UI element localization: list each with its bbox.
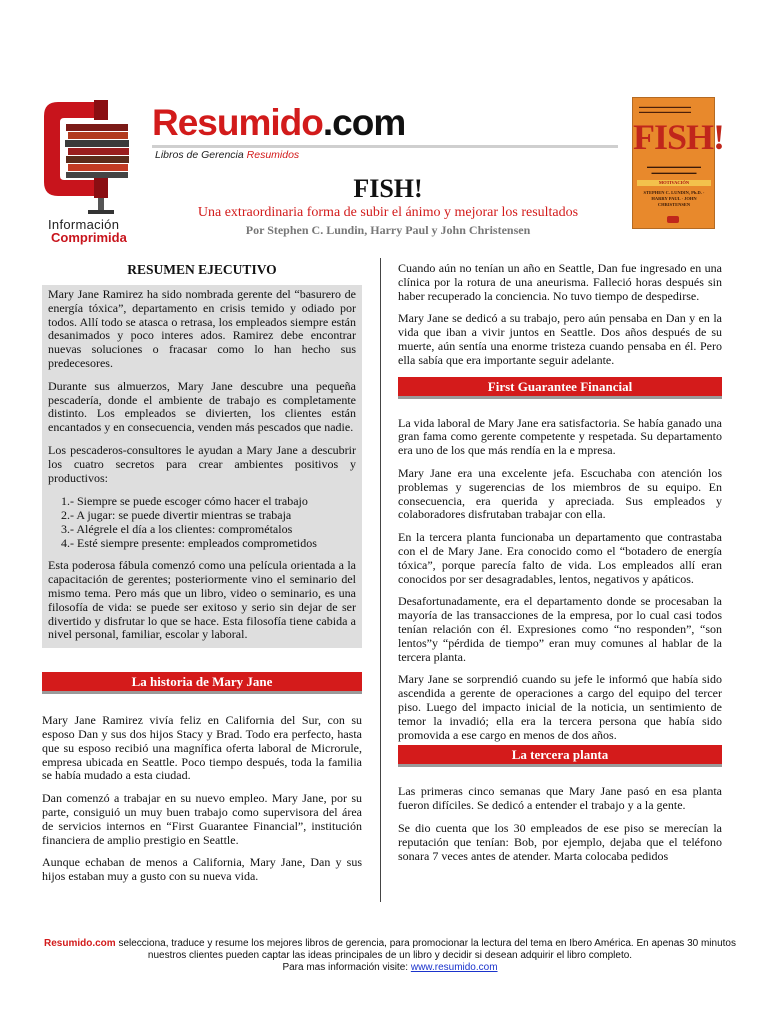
historia-paragraph: Dan comenzó a trabajar en su nuevo empleo. Mary Jane, por su parte, consiguió un muy buen trabajo como supervisora del área de servicios internos en “First Guarantee Financial”, institución financiera de amplio prestigio en Seattle. xyxy=(42,791,362,847)
intro-paragraph: Mary Jane se dedicó a su trabajo, pero aún pensaba en Dan y en la vida que iban a vivir juntos en Seattle. Dos años después de su muerte, aún sentía una enorme tristeza cuando pensaba en él. Pero ella sabía que era importante seguir adelante. xyxy=(398,311,722,367)
executive-summary-box xyxy=(42,285,362,648)
cover-top-text: ▬▬▬▬▬▬▬▬▬▬▬▬▬ ▬▬▬▬▬▬▬▬▬▬▬▬▬ xyxy=(639,104,691,114)
first-guarantee-banner: First Guarantee Financial xyxy=(398,377,722,399)
secret-item: 4.- Esté siempre presente: empleados comprometidos xyxy=(61,536,317,551)
summary-paragraph: Mary Jane Ramirez ha sido nombrada gerente del “basurero de energía tóxica”, departamento en crisis temido y odiado por todos. Allí todo se atasca o retrasa, los empleados siempre están desanimados y poco interes ados. Ramirez debe encontrar nuevas soluciones o fracasar como lo han hecho sus predecesores. xyxy=(48,287,356,370)
footer-visit-text: Para mas información visite: xyxy=(282,962,411,973)
footer-website-link[interactable]: www.resumido.com xyxy=(410,962,498,973)
first-paragraph: Mary Jane se sorprendió cuando su jefe le informó que había sido ascendida a gerente de operaciones a cargo del equipo del tercer piso. Luego del impacto inicial de la noticia, un sentimiento de temor la invadió; ella era la tercera persona que había sido promovida a ese cargo en menos de dos años. xyxy=(398,672,722,742)
logo-tagline-top: Información xyxy=(48,217,120,232)
brand-name-main: Resumido xyxy=(152,102,323,143)
book-subtitle: Una extraordinaria forma de subir el ánimo y mejorar los resultados xyxy=(197,205,579,220)
first-paragraph: En la tercera planta funcionaba un departamento que contrastaba con el de Mary Jane. Era conocido como el “botadero de energía tóxica”, porque parecía falto de vida. Los empleados allí eran conocidos por ser desagradables, lentos, negativos y apáticos. xyxy=(398,530,722,586)
book-cover-image xyxy=(632,97,725,229)
summary-closing: Esta poderosa fábula comenzó como una película orientada a la capacitación de gerentes; posteriormente vino el seminario del mismo tema. Pero más que un libro, video o seminario, es una filosofía de vida: se puede ser exitoso y serio sin dejar de ser divertido y disfrutar lo que se hace. Esta filosofía tiene cabida a nivel personal, familiar, escolar y laboral. xyxy=(48,558,356,642)
page-footer xyxy=(40,938,740,974)
historia-banner: La historia de Mary Jane xyxy=(42,672,362,694)
brand-divider xyxy=(152,145,618,148)
secret-item: 3.- Alégrele el día a los clientes: comprométalos xyxy=(61,522,293,537)
tercera-paragraph: Las primeras cinco semanas que Mary Jane pasó en esa planta fueron difíciles. Se dedicó a entender el trabajo y a la gente. xyxy=(398,784,722,813)
brand-tagline xyxy=(155,149,299,161)
book-authors: Por Stephen C. Lundin, Harry Paul y John Christensen xyxy=(245,223,531,237)
left-column xyxy=(42,262,362,893)
first-paragraph: Mary Jane era una excelente jefa. Escuchaba con atención los problemas y sugerencias de los miembros de su equipo. En consecuencia, era querida y apreciada. Sus empleados y colaboradores disfrutaban trabajar con ella. xyxy=(398,465,722,522)
secret-item: 1.- Siempre se puede escoger cómo hacer el trabajo xyxy=(61,494,308,509)
column-divider xyxy=(380,258,381,902)
summary-paragraph: Durante sus almuerzos, Mary Jane descubre una pequeña pescadería, donde el ambiente de trabajo es completamente distinto. Los empleados se divierten, los clientes están encantados y en consecuencia, venden más pescados que nadie. xyxy=(48,378,356,435)
secrets-list xyxy=(48,494,356,550)
first-paragraph: La vida laboral de Mary Jane era satisfactoria. Se había ganado una gran fama como gerente competente y respetada. Su departamento era uno de los que más rendía en la e mpresa. xyxy=(398,415,722,458)
brand-tagline-suffix: Resumidos xyxy=(246,149,300,161)
summary-paragraph: Los pescaderos-consultores le ayudan a Mary Jane a descubrir los cuatro secretos para crear ambientes positivos y productivos: xyxy=(48,442,356,485)
intro-paragraph: Cuando aún no tenían un año en Seattle, Dan fue ingresado en una clínica por la rotura de una aneurisma. Falleció horas después sin haber recuperado la conciencia. No tuvo tiempo de despedirse. xyxy=(398,261,722,303)
secret-item: 2.- A jugar: se puede divertir mientras se trabaja xyxy=(61,508,292,523)
footer-text: selecciona, traduce y resume los mejores libros de gerencia, para promocionar la lectura del tema en Ibero América. En apenas 30 minutos nuestros clientes pueden captar las ideas principales de un libro y decidir si desean adquirir el libro completo. xyxy=(115,938,736,961)
publisher-logo-icon xyxy=(667,216,679,223)
cover-authors: STEPHEN C. LUNDIN, Ph.D. · HARRY PAUL · JOHN CHRISTENSEN xyxy=(643,190,705,207)
brand-name xyxy=(152,104,405,141)
book-title: FISH! xyxy=(353,174,423,203)
brand-name-tld: .com xyxy=(322,102,406,143)
historia-paragraph: Mary Jane Ramirez vivía feliz en California del Sur, con su esposo Dan y sus dos hijos Stacy y Brad. Todo era perfecto, hasta que su esposo recibió una magnífica oferta laboral de Microrule, empresa ubicada en Seattle. Poco tiempo después, toda la familia se había mudado a esta ciudad. xyxy=(42,713,362,783)
cover-subtitle-lines: ▬▬▬▬▬▬▬▬▬▬▬▬ ▬▬▬▬▬▬▬▬▬▬ xyxy=(647,164,701,175)
logo-tagline-bottom: Comprimida xyxy=(51,230,127,245)
brand-tagline-prefix: Libros de Gerencia xyxy=(155,149,244,161)
tercera-planta-banner: La tercera planta xyxy=(398,745,722,767)
footer-brand: Resumido.com xyxy=(43,938,116,949)
cover-band: MOTIVACIÓN xyxy=(637,180,711,186)
cover-title: FISH! xyxy=(633,117,725,157)
historia-paragraph: Aunque echaban de menos a California, Mary Jane, Dan y sus hijos estaban muy a gusto con su nueva vida. xyxy=(42,855,362,884)
right-column xyxy=(398,262,722,872)
tercera-paragraph: Se dio cuenta que los 30 empleados de ese piso se merecían la reputación que tenían: Bob, por ejemplo, dejaba que el teléfono sonara 7 veces antes de atender. Marta colocaba pedidos xyxy=(398,820,722,863)
first-paragraph: Desafortunadamente, era el departamento donde se procesaban la mayoría de las transacciones de la empresa, por lo cual casi todos tenían relación con él. Expresiones como “no responden”, “son lentos”y “pérdida de tiempo” eran muy comunes al hablar de la tercera planta. xyxy=(398,594,722,664)
resumen-heading: RESUMEN EJECUTIVO xyxy=(127,262,277,277)
